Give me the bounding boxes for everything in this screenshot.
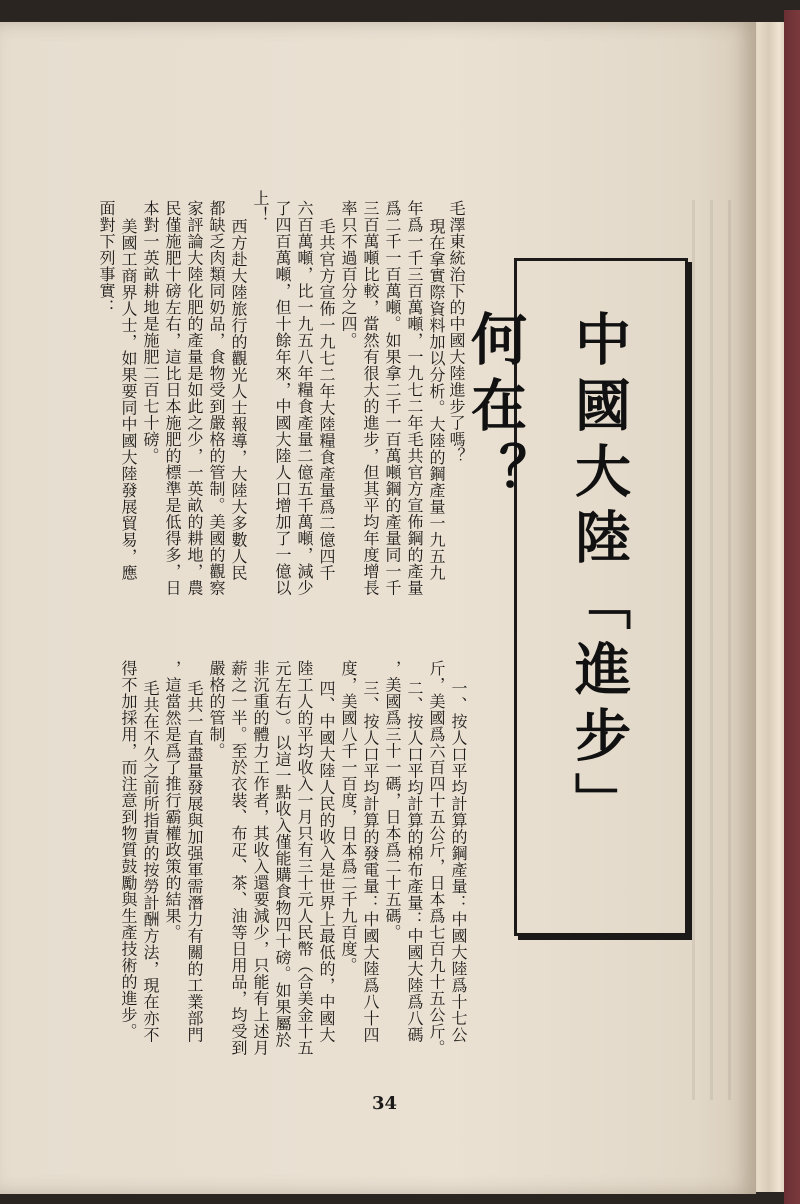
top-col-14: 民僅施肥十磅左右，這比日本施肥的標準是低得多，日 <box>163 200 182 596</box>
top-col-9: 了四百萬噸，但十餘年來，中國大陸人口增加了一億以 <box>273 200 292 596</box>
bottom-col-16: 得不加採用，而注意到物質鼓勵與生產技術的進步。 <box>119 660 138 1040</box>
bottom-col-1: 一、按人口平均計算的鋼產量：中國大陸爲十七公 <box>449 680 468 1043</box>
top-col-10: 上！ <box>251 190 270 223</box>
bottom-col-13: 毛共一直盡量發展與加强軍需潛力有關的工業部門 <box>185 680 204 1043</box>
bottom-col-11: 薪之一半。至於衣裝、布疋、茶、油等日用品，均受到 <box>229 660 248 1056</box>
chapter-title: 中國大陸「進步」何在？ <box>462 310 631 838</box>
top-col-6: 率只不過百分之四。 <box>339 200 358 349</box>
bottom-col-8: 陸工人的平均收入一月只有三十元人民幣（合美金十五 <box>295 660 314 1056</box>
top-col-13: 家評論大陸化肥的產量是如此之少，一英畝的耕地，農 <box>185 200 204 596</box>
bottom-col-6: 度，美國八千一百度，日本爲二千九百度。 <box>339 660 358 974</box>
bottom-col-10: 非沉重的體力工作者，其收入還要減少，只能有上述月 <box>251 660 270 1056</box>
page-number: 34 <box>372 1093 398 1114</box>
top-col-4: 爲二千一百萬噸。如果拿二千一百萬噸鋼的產量同一千 <box>383 200 402 596</box>
top-col-3: 年爲一千三百萬噸，一九七二年毛共官方宣佈鋼的產量 <box>405 200 424 596</box>
book-cover-edge <box>760 10 800 1204</box>
top-col-17: 面對下列事實： <box>97 200 116 316</box>
bottom-col-4: ，美國爲三十一碼，日本爲二十五碼。 <box>383 660 402 941</box>
bottom-col-5: 三、按人口平均計算的發電量：中國大陸爲八十四 <box>361 680 380 1043</box>
top-col-1: 毛澤東統治下的中國大陸進步了嗎？ <box>447 200 466 464</box>
top-col-8: 六百萬噸，比一九五八年糧食產量二億五千萬噸，減少 <box>295 200 314 596</box>
show-through-text <box>686 200 746 1100</box>
top-col-2: 現在拿實際資料加以分析。大陸的鋼產量一九五九 <box>427 218 446 581</box>
top-col-15: 本對一英畝耕地是施肥二百七十磅。 <box>141 200 160 464</box>
top-col-11: 西方赴大陸旅行的觀光人士報導，大陸大多數人民 <box>229 218 248 581</box>
bottom-col-2: 斤，美國爲六百四十五公斤，日本爲七百九十五公斤。 <box>427 660 446 1056</box>
bottom-col-12: 嚴格的管制。 <box>207 660 226 759</box>
bottom-col-14: ，這當然是爲了推行霸權政策的結果。 <box>163 660 182 941</box>
top-col-5: 三百萬噸比較，當然有很大的進步，但其平均年度增長 <box>361 200 380 596</box>
bottom-col-9: 元左右）。以這一點收入僅能購食物四十磅。如果屬於 <box>273 660 292 1048</box>
top-col-16: 美國工商界人士，如果要同中國大陸發展貿易，應 <box>119 218 138 581</box>
bottom-col-7: 四、中國大陸人民的收入是世界上最低的，中國大 <box>317 680 336 1043</box>
bottom-col-3: 二、按人口平均計算的棉布產量：中國大陸爲八碼 <box>405 680 424 1043</box>
top-col-7: 毛共官方宣佈一九七二年大陸糧食產量爲二億四千 <box>317 218 336 581</box>
bottom-col-15: 毛共在不久之前所指責的按勞計酬方法，現在亦不 <box>141 680 160 1043</box>
top-col-12: 都缺乏肉類同奶品，食物受到嚴格的管制。美國的觀察 <box>207 200 226 596</box>
